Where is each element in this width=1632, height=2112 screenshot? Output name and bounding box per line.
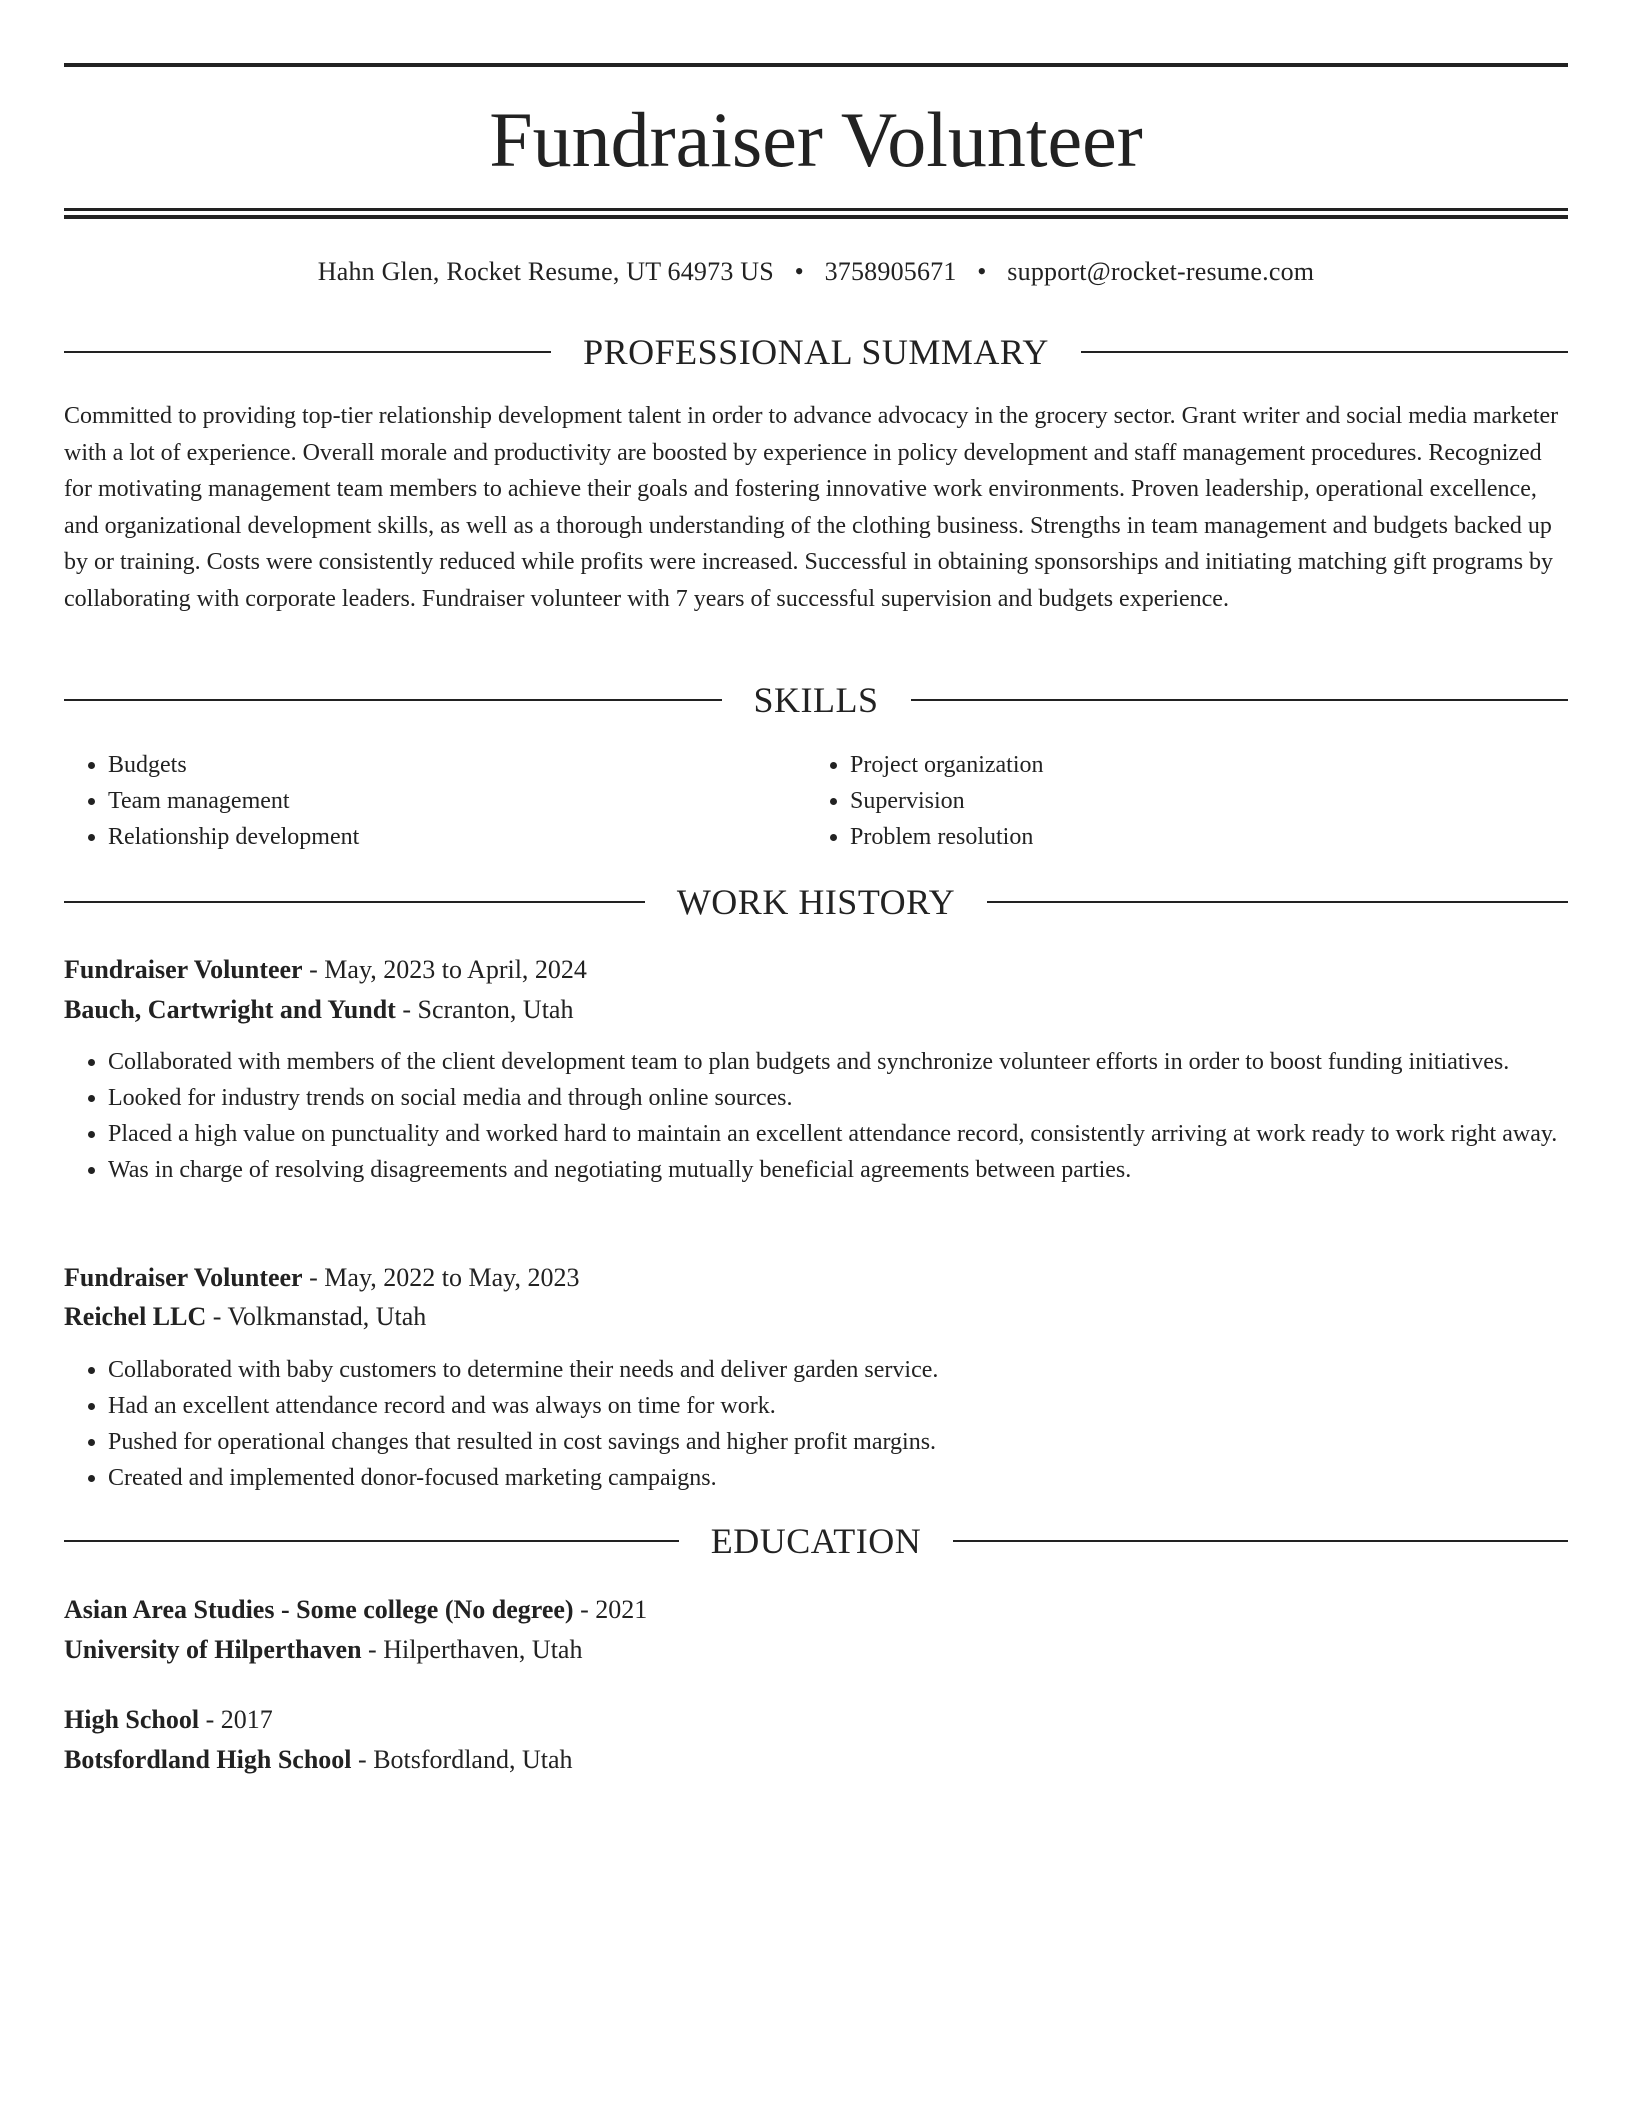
contact-phone: 3758905671	[824, 257, 957, 286]
skills-column-left	[64, 747, 806, 855]
section-heading-skills	[64, 677, 1568, 723]
job-title-line	[64, 950, 1568, 990]
header-double-rule-lower	[64, 215, 1568, 219]
job-title-line	[64, 1258, 1568, 1298]
education-year: 2021	[595, 1595, 648, 1624]
heading-rule	[64, 699, 722, 701]
section-title: WORK HISTORY	[676, 882, 956, 922]
skill-item: • Relationship development	[108, 819, 806, 855]
header-top-rule	[64, 63, 1568, 67]
heading-rule	[64, 351, 551, 353]
job-bullet: • Collaborated with baby customers to determine their needs and deliver garden service.	[108, 1352, 1568, 1388]
dash: -	[395, 995, 418, 1024]
dash: -	[573, 1595, 596, 1624]
dash: -	[302, 955, 325, 984]
education-degree-line	[64, 1590, 1568, 1630]
job-bullets	[64, 1044, 1568, 1188]
section-heading-education	[64, 1518, 1568, 1564]
skill-item: • Team management	[108, 783, 806, 819]
heading-rule	[953, 1540, 1568, 1542]
section-title: SKILLS	[753, 680, 879, 720]
resume-name: Fundraiser Volunteer	[489, 96, 1143, 183]
education-degree: High School	[64, 1705, 200, 1734]
job-title: Fundraiser Volunteer	[64, 1263, 303, 1292]
contact-separator: •	[977, 257, 987, 286]
job-company: Reichel LLC	[64, 1302, 207, 1331]
education-degree-line	[64, 1700, 1568, 1740]
education-location: Botsfordland, Utah	[373, 1745, 573, 1774]
job-bullet: • Was in charge of resolving disagreements and negotiating mutually beneficial agreements between parties.	[108, 1152, 1568, 1188]
job-bullets	[64, 1352, 1568, 1496]
contact-separator: •	[794, 257, 804, 286]
contact-address: Hahn Glen, Rocket Resume, UT 64973 US	[317, 257, 774, 286]
dash: -	[302, 1263, 325, 1292]
job-dates: May, 2022 to May, 2023	[324, 1263, 580, 1292]
education-degree: Asian Area Studies - Some college (No degree)	[64, 1595, 574, 1624]
education-school-line	[64, 1630, 1568, 1670]
education-school-line	[64, 1740, 1568, 1780]
dash: -	[199, 1705, 221, 1734]
job-company-line	[64, 1297, 1568, 1337]
education-school: Botsfordland High School	[64, 1745, 352, 1774]
section-heading-work	[64, 879, 1568, 925]
skill-item: • Budgets	[108, 747, 806, 783]
job-bullet: • Pushed for operational changes that resulted in cost savings and higher profit margins.	[108, 1424, 1568, 1460]
header-double-rule-upper	[64, 208, 1568, 211]
dash: -	[206, 1302, 228, 1331]
heading-rule	[911, 699, 1569, 701]
contact-email: support@rocket-resume.com	[1007, 257, 1315, 286]
skill-item: • Problem resolution	[850, 819, 1548, 855]
job-bullet: • Collaborated with members of the client development team to plan budgets and synchronize volunteer efforts in order to boost funding initiatives.	[108, 1044, 1568, 1080]
heading-rule	[64, 1540, 679, 1542]
skills-column-right	[806, 747, 1548, 855]
skill-item: • Supervision	[850, 783, 1548, 819]
heading-rule	[64, 901, 645, 903]
job-location: Scranton, Utah	[417, 995, 574, 1024]
job-bullet: • Looked for industry trends on social media and through online sources.	[108, 1080, 1568, 1116]
education-year: 2017	[220, 1705, 273, 1734]
section-title: PROFESSIONAL SUMMARY	[583, 332, 1049, 372]
dash: -	[351, 1745, 374, 1774]
job-company: Bauch, Cartwright and Yundt	[64, 995, 396, 1024]
job-bullet: • Created and implemented donor-focused marketing campaigns.	[108, 1460, 1568, 1496]
section-title: EDUCATION	[710, 1521, 922, 1561]
job-bullet: • Had an excellent attendance record and was always on time for work.	[108, 1388, 1568, 1424]
dash: -	[361, 1635, 384, 1664]
heading-rule	[1081, 351, 1568, 353]
job-company-line	[64, 990, 1568, 1030]
skills-list	[64, 747, 1568, 855]
job-bullet: • Placed a high value on punctuality and worked hard to maintain an excellent attendance record, consistently arriving at work ready to work right away.	[108, 1116, 1568, 1152]
contact-line	[64, 252, 1568, 292]
education-school: University of Hilperthaven	[64, 1635, 362, 1664]
skill-item: • Project organization	[850, 747, 1548, 783]
heading-rule	[987, 901, 1568, 903]
job-dates: May, 2023 to April, 2024	[324, 955, 587, 984]
job-title: Fundraiser Volunteer	[64, 955, 303, 984]
job-location: Volkmanstad, Utah	[227, 1302, 427, 1331]
summary-text: Committed to providing top-tier relationship development talent in order to advance advocacy in the grocery sector. Grant writer and social media marketer with a lot of experience. Overall morale and productivity are boosted by experience in policy development and staff management procedures. Recognized for motivating management team members to achieve their goals and fostering innovative work environments. Proven leadership, operational excellence, and organizational development skills, as well as a thorough understanding of the clothing business. Strengths in team management and budgets backed up by or training. Costs were consistently reduced while profits were increased. Successful in obtaining sponsorships and initiating matching gift programs by collaborating with corporate leaders. Fundraiser volunteer with 7 years of successful supervision and budgets experience.	[64, 403, 1559, 612]
section-heading-summary	[64, 329, 1568, 375]
education-location: Hilperthaven, Utah	[383, 1635, 583, 1664]
